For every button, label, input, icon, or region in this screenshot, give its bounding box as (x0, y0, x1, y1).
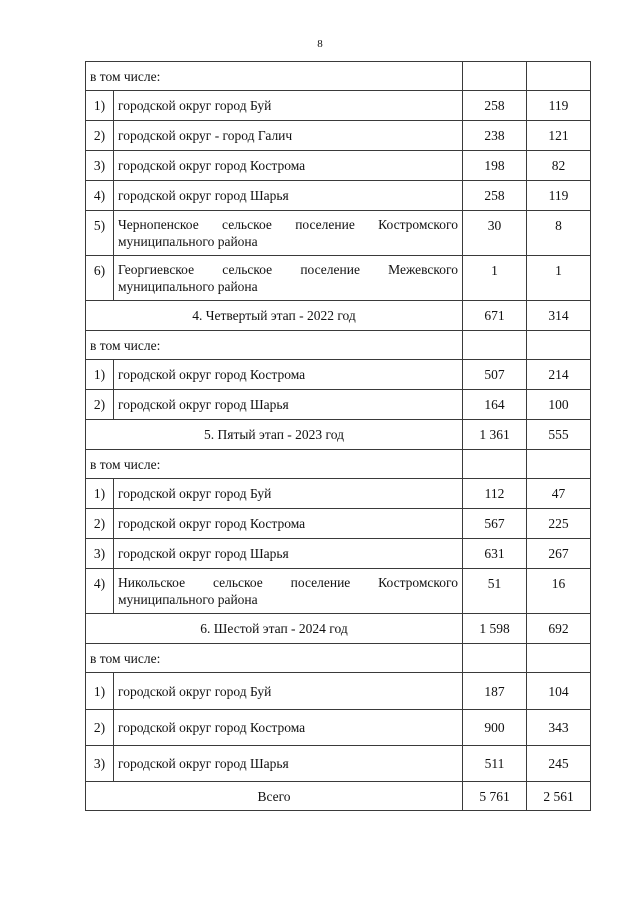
value-cell-b: 225 (527, 509, 591, 539)
municipality-name-cell: городской округ город Шарья (114, 181, 463, 211)
subheading-cell: в том числе: (86, 450, 463, 479)
value-cell-a: 507 (463, 360, 527, 390)
municipality-name-cell: городской округ город Кострома (114, 710, 463, 746)
value-cell-empty (527, 450, 591, 479)
table-row (86, 390, 591, 420)
table-row (86, 360, 591, 390)
subheading-cell: в том числе: (86, 331, 463, 360)
value-cell-b: 692 (527, 614, 591, 644)
value-cell-b: 121 (527, 121, 591, 151)
subheading-cell: в том числе: (86, 62, 463, 91)
municipality-name-cell: городской округ город Буй (114, 673, 463, 710)
value-cell-b: 245 (527, 746, 591, 782)
table-row (86, 782, 591, 811)
table-row (86, 256, 591, 301)
table-row (86, 509, 591, 539)
value-cell-a: 900 (463, 710, 527, 746)
row-number-cell: 2) (86, 390, 114, 420)
value-cell-a: 258 (463, 91, 527, 121)
row-number-cell: 1) (86, 479, 114, 509)
value-cell-a: 511 (463, 746, 527, 782)
table-row (86, 450, 591, 479)
value-cell-b: 214 (527, 360, 591, 390)
row-number-cell: 3) (86, 151, 114, 181)
table-row (86, 62, 591, 91)
subheading-cell: в том числе: (86, 644, 463, 673)
table-row (86, 569, 591, 614)
municipality-name-cell: Георгиевское сельское поселение Межевского муниципального района (114, 256, 463, 301)
table-row (86, 211, 591, 256)
value-cell-b: 16 (527, 569, 591, 614)
value-cell-a: 112 (463, 479, 527, 509)
value-cell-empty (527, 644, 591, 673)
municipality-name-cell: городской округ город Шарья (114, 390, 463, 420)
row-number-cell: 3) (86, 746, 114, 782)
table-row (86, 91, 591, 121)
value-cell-b: 267 (527, 539, 591, 569)
value-cell-b: 100 (527, 390, 591, 420)
row-number-cell: 5) (86, 211, 114, 256)
value-cell-b: 314 (527, 301, 591, 331)
value-cell-b: 343 (527, 710, 591, 746)
value-cell-a: 198 (463, 151, 527, 181)
value-cell-b: 82 (527, 151, 591, 181)
value-cell-empty (527, 62, 591, 91)
table-row (86, 746, 591, 782)
table-row (86, 331, 591, 360)
value-cell-a: 187 (463, 673, 527, 710)
municipality-name-cell: городской округ город Кострома (114, 151, 463, 181)
value-cell-a: 1 598 (463, 614, 527, 644)
stage-label-cell: 5. Пятый этап - 2023 год (86, 420, 463, 450)
table-row (86, 479, 591, 509)
municipality-name-cell: городской округ город Шарья (114, 539, 463, 569)
municipality-name-cell: городской округ город Кострома (114, 509, 463, 539)
row-number-cell: 4) (86, 569, 114, 614)
value-cell-a: 1 (463, 256, 527, 301)
table-row (86, 644, 591, 673)
table-row (86, 614, 591, 644)
value-cell-a: 567 (463, 509, 527, 539)
value-cell-a: 5 761 (463, 782, 527, 811)
value-cell-a: 631 (463, 539, 527, 569)
row-number-cell: 2) (86, 710, 114, 746)
row-number-cell: 4) (86, 181, 114, 211)
table-row (86, 673, 591, 710)
value-cell-b: 119 (527, 181, 591, 211)
value-cell-empty (463, 331, 527, 360)
value-cell-a: 164 (463, 390, 527, 420)
row-number-cell: 2) (86, 121, 114, 151)
table-body (86, 62, 591, 811)
table-row (86, 420, 591, 450)
table-row (86, 539, 591, 569)
stage-label-cell: Всего (86, 782, 463, 811)
table-row (86, 181, 591, 211)
row-number-cell: 6) (86, 256, 114, 301)
value-cell-b: 8 (527, 211, 591, 256)
municipality-name-cell: городской округ город Кострома (114, 360, 463, 390)
value-cell-b: 2 561 (527, 782, 591, 811)
value-cell-b: 119 (527, 91, 591, 121)
table-row (86, 710, 591, 746)
table-row (86, 151, 591, 181)
municipality-name-cell: Чернопенское сельское поселение Костромского муниципального района (114, 211, 463, 256)
allocation-table (85, 61, 591, 811)
page-number: 8 (317, 38, 323, 50)
value-cell-a: 1 361 (463, 420, 527, 450)
value-cell-a: 258 (463, 181, 527, 211)
value-cell-a: 238 (463, 121, 527, 151)
row-number-cell: 3) (86, 539, 114, 569)
row-number-cell: 1) (86, 673, 114, 710)
value-cell-b: 1 (527, 256, 591, 301)
value-cell-empty (527, 331, 591, 360)
value-cell-a: 671 (463, 301, 527, 331)
row-number-cell: 2) (86, 509, 114, 539)
value-cell-empty (463, 644, 527, 673)
municipality-name-cell: городской округ город Буй (114, 479, 463, 509)
value-cell-b: 47 (527, 479, 591, 509)
municipality-name-cell: городской округ город Буй (114, 91, 463, 121)
table-row (86, 121, 591, 151)
value-cell-b: 104 (527, 673, 591, 710)
municipality-name-cell: городской округ - город Галич (114, 121, 463, 151)
municipality-name-cell: городской округ город Шарья (114, 746, 463, 782)
value-cell-a: 51 (463, 569, 527, 614)
table-row (86, 301, 591, 331)
stage-label-cell: 6. Шестой этап - 2024 год (86, 614, 463, 644)
value-cell-a: 30 (463, 211, 527, 256)
value-cell-empty (463, 62, 527, 91)
row-number-cell: 1) (86, 91, 114, 121)
row-number-cell: 1) (86, 360, 114, 390)
stage-label-cell: 4. Четвертый этап - 2022 год (86, 301, 463, 331)
value-cell-empty (463, 450, 527, 479)
value-cell-b: 555 (527, 420, 591, 450)
municipality-name-cell: Никольское сельское поселение Костромского муниципального района (114, 569, 463, 614)
